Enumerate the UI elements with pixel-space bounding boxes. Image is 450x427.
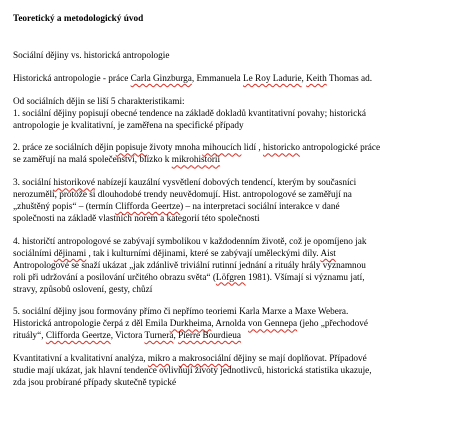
item-5-paragraph bbox=[13, 307, 445, 343]
item-5-line: rituály“, Clifforda Geertze, Victora Turnera, Pierre Bourdieua bbox=[13, 331, 242, 342]
item-2-line: se zaměřují na malá společenství, blízko k mikrohistorii bbox=[13, 155, 221, 166]
closing-paragraph bbox=[13, 354, 445, 390]
spell-error: mikrohistorii bbox=[171, 155, 221, 166]
spell-error: historikové bbox=[53, 178, 95, 189]
spell-error: Turnera bbox=[144, 331, 174, 342]
item-4-line: Antropologové se snaží ukázat „jak zdánlivě triviální rutinní jednání a rituály hrály významnou bbox=[13, 260, 366, 271]
item-5-line: Historická antropologie čerpá z děl Emila Durkheima, Arnolda von Gennepa (jeho „přechodové bbox=[13, 319, 369, 330]
intro-paragraph bbox=[13, 97, 445, 133]
spell-error: makrosociální bbox=[178, 354, 232, 365]
spell-error: popisuje bbox=[115, 143, 148, 154]
spell-error: Löfgren bbox=[215, 272, 246, 283]
spell-error: von Gennepa bbox=[248, 319, 298, 330]
item-4-line: sociálními dějinami , tak i kulturními dějinami, které se zabývají uměleckými díly. Aist bbox=[13, 248, 336, 259]
item-5-line: 5. sociální dějiny jsou formovány přímo či nepřímo teoriemi Karla Marxe a Maxe Webera. bbox=[13, 307, 349, 318]
spell-error: Aist bbox=[320, 248, 336, 259]
spell-error: mikro bbox=[147, 354, 170, 365]
document-page bbox=[13, 14, 445, 401]
item-1-line: 1. sociální dějiny popisují obecné tendence na základě dokladů kvantitativní povahy; historická bbox=[13, 108, 366, 119]
historical-anthropology-paragraph bbox=[13, 74, 445, 86]
spell-error: dějinami bbox=[53, 248, 87, 259]
historical-anthropology-line: Historická antropologie - práce Carla Ginzburga, Emmanuela Le Roy Ladurie, Keith Thomas ad. bbox=[13, 73, 373, 84]
closing-line: zda jsou probírané případy skutečně typické bbox=[13, 377, 177, 388]
item-4-line: stravy, způsobů oslovení, gesty, chůzí bbox=[13, 284, 153, 295]
spell-error: historicko bbox=[262, 143, 300, 154]
item-3-line: „zhuštěný popis“ – (termín Clifforda Geertze) – na interpretaci sociální interakce v dané bbox=[13, 202, 340, 213]
closing-line: studie mají ukázat, jak hlavní tendence ovlivňují životy jednotlivců, historická statistika ukazuje, bbox=[13, 366, 372, 377]
item-4-line: 4. historičtí antropologové se zabývají symbolikou v každodenním životě, což je opomíjeno jak bbox=[13, 236, 367, 247]
spell-error: mihoucích bbox=[202, 143, 242, 154]
spell-error: Clifforda Geertze bbox=[115, 202, 181, 213]
closing-line: Kvantitativní a kvalitativní analýza, mikro a makrosociální dějiny se mají doplňovat. Případové bbox=[13, 354, 367, 365]
subtitle: Sociální dějiny vs. historická antropologie bbox=[13, 50, 170, 61]
spell-error: Le Roy Ladurie bbox=[242, 73, 302, 84]
item-3-paragraph bbox=[13, 178, 445, 226]
item-4-paragraph bbox=[13, 237, 445, 297]
spell-error: Clifforda Geertze bbox=[45, 331, 111, 342]
item-3-line: společnosti na základě vlastních norem a kategorií této společnosti bbox=[13, 213, 260, 224]
document-title: Teoretický a metodologický úvod bbox=[13, 14, 144, 24]
spell-error: Pierre Bourdieua bbox=[178, 331, 242, 342]
spell-error: Durkheima bbox=[169, 319, 212, 330]
spell-error: Carla Ginzburga bbox=[130, 73, 192, 84]
item-2-line: 2. práce ze sociálních dějin popisuje životy mnoha mihoucích lidí , historicko antropologické práce bbox=[13, 143, 381, 154]
item-2-paragraph bbox=[13, 143, 445, 167]
item-1-line: antropologie je kvalitativní, je zaměřena na specifické případy bbox=[13, 120, 244, 131]
item-3-line: 3. sociální historikové nabízejí kauzální vysvětlení dobových tendencí, kterým by současníci bbox=[13, 178, 357, 189]
spell-error: Keith bbox=[306, 73, 327, 84]
item-3-line: nerozuměli, protože si dlouhodobé trendy neuvědomují. Hist. antropologové se zaměřují na bbox=[13, 190, 352, 201]
intro-line: Od sociálních dějin se liší 5 charakteristikami: bbox=[13, 96, 185, 107]
item-4-line: roli při udržování a posilování určitého obrazu světa“ (Löfgren 1981). Všímají si významu jatí, bbox=[13, 272, 365, 283]
